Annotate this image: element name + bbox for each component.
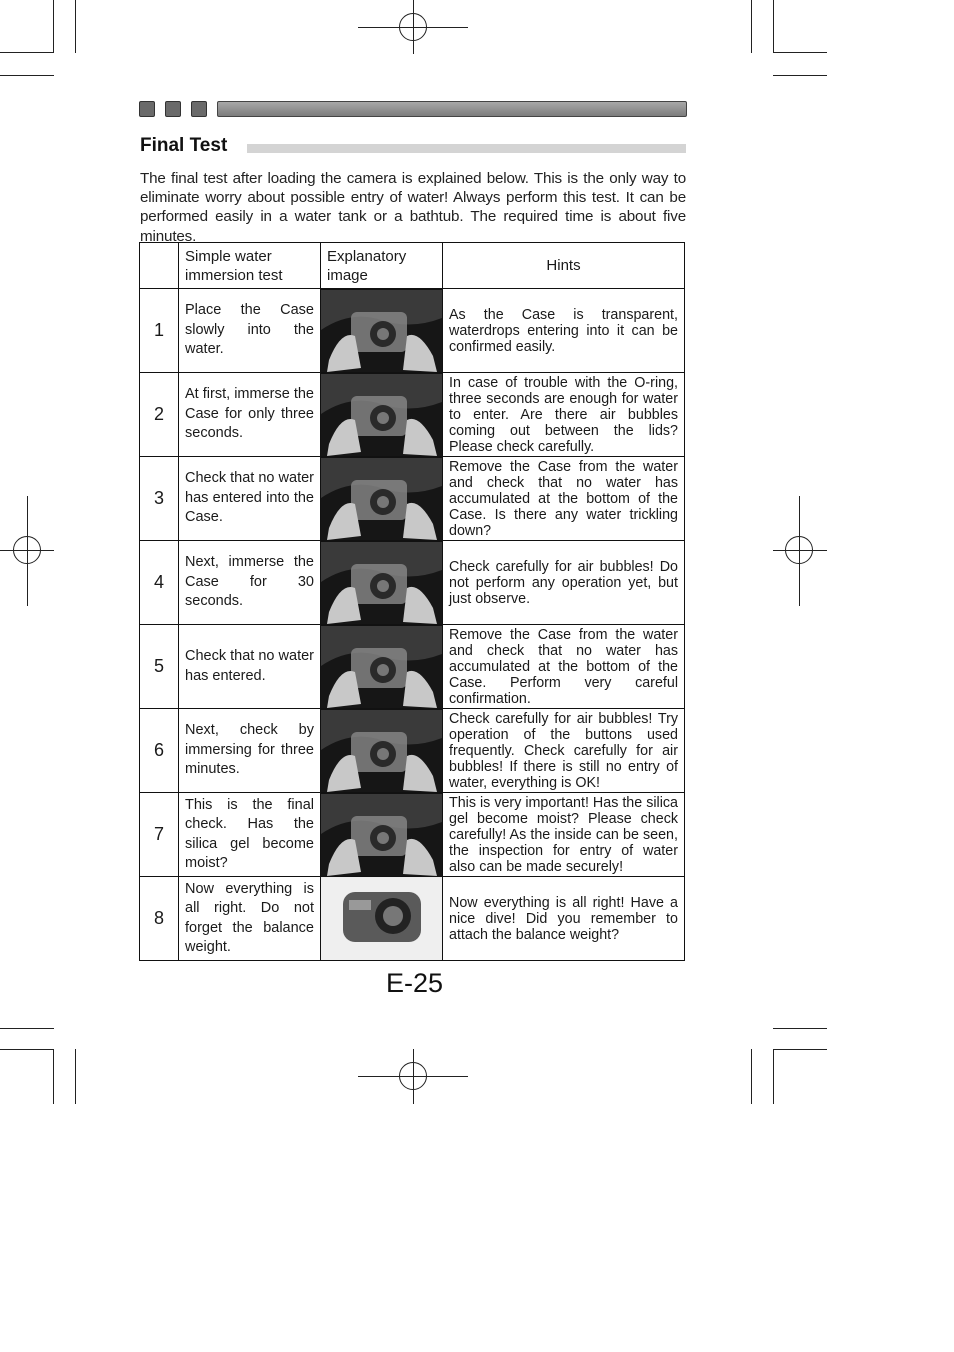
table-header-row xyxy=(140,243,685,289)
section-title: Final Test xyxy=(140,135,228,156)
page-number: E-25 xyxy=(386,968,444,998)
header-hints: Hints xyxy=(443,243,685,289)
hint-text: This is very important! Has the silica gel become moist? Please check carefully! As the inside can be seen, the inspection for entry of water also can be made securely! xyxy=(443,793,685,877)
step-number: 3 xyxy=(140,457,179,541)
step-number: 5 xyxy=(140,625,179,709)
explanatory-photo xyxy=(321,625,443,709)
table-row xyxy=(140,289,685,373)
step-text: Check that no water has entered. xyxy=(179,625,321,709)
step-text: At first, immerse the Case for only three seconds. xyxy=(179,373,321,457)
step-number: 2 xyxy=(140,373,179,457)
hint-text: As the Case is transparent, waterdrops entering into it can be confirmed easily. xyxy=(443,289,685,373)
hint-text: Remove the Case from the water and check that no water has accumulated at the bottom of the Case. Perform very careful confirmation. xyxy=(443,625,685,709)
table-row xyxy=(140,793,685,877)
table-row xyxy=(140,625,685,709)
step-text: Next, immerse the Case for 30 seconds. xyxy=(179,541,321,625)
table-row xyxy=(140,541,685,625)
step-text: Place the Case slowly into the water. xyxy=(179,289,321,373)
table-row xyxy=(140,457,685,541)
table-row xyxy=(140,877,685,961)
explanatory-photo xyxy=(321,373,443,457)
hint-text: In case of trouble with the O-ring, three seconds are enough for water to enter. Are there air bubbles coming out between the lids? Please check carefully. xyxy=(443,373,685,457)
explanatory-photo xyxy=(321,541,443,625)
intro-paragraph: The final test after loading the camera is explained below. This is the only way to eliminate worry about possible entry of water! Always perform this test. It can be performed easily in a water tank or a bathtub. The required time is about five minutes. xyxy=(140,170,686,245)
step-text: Check that no water has entered into the Case. xyxy=(179,457,321,541)
hint-text: Check carefully for air bubbles! Try operation of the buttons used frequently. Check carefully for air bubbles! If there is still no entry of water, everything is OK! xyxy=(443,709,685,793)
step-number: 6 xyxy=(140,709,179,793)
step-number: 7 xyxy=(140,793,179,877)
step-number: 8 xyxy=(140,877,179,961)
step-number: 1 xyxy=(140,289,179,373)
header-square xyxy=(139,101,155,117)
hint-text: Now everything is all right! Have a nice dive! Did you remember to attach the balance weight? xyxy=(443,877,685,961)
explanatory-photo xyxy=(321,877,443,961)
explanatory-photo xyxy=(321,793,443,877)
final-test-table xyxy=(139,242,685,961)
hint-text: Remove the Case from the water and check that no water has accumulated at the bottom of the Case. Is there any water trickling down? xyxy=(443,457,685,541)
explanatory-photo xyxy=(321,457,443,541)
explanatory-photo xyxy=(321,709,443,793)
header-bar xyxy=(217,101,687,117)
step-text: This is the final check. Has the silica gel become moist? xyxy=(179,793,321,877)
explanatory-photo xyxy=(321,289,443,373)
header-square xyxy=(191,101,207,117)
header-num-cell xyxy=(140,243,179,289)
header-image: Explanatory image xyxy=(321,243,443,289)
hint-text: Check carefully for air bubbles! Do not perform any operation yet, but just observe. xyxy=(443,541,685,625)
step-text: Now everything is all right. Do not forget the balance weight. xyxy=(179,877,321,961)
header-step: Simple water immersion test xyxy=(179,243,321,289)
table-row xyxy=(140,709,685,793)
step-number: 4 xyxy=(140,541,179,625)
header-square xyxy=(165,101,181,117)
step-text: Next, check by immersing for three minutes. xyxy=(179,709,321,793)
table-row xyxy=(140,373,685,457)
title-rule xyxy=(247,144,686,153)
